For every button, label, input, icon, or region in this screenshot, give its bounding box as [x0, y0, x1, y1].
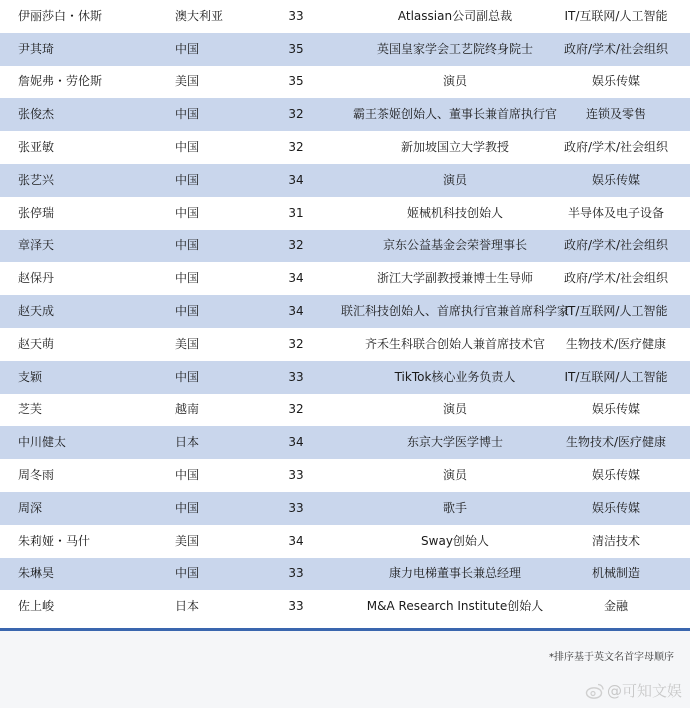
age-cell: 33: [288, 500, 304, 515]
sector-cell: 政府/学术/社会组织: [563, 271, 669, 286]
table-row: [0, 394, 690, 427]
age-cell: 34: [288, 172, 304, 187]
title-cell: 姬械机科技创始人: [406, 205, 503, 220]
sector-cell: 娱乐传媒: [591, 402, 640, 417]
table-row: [0, 66, 690, 99]
age-cell: 33: [288, 468, 304, 483]
table-row: [0, 33, 690, 66]
title-cell: 京东公益基金会荣誉理事长: [382, 238, 527, 253]
country-cell: 中国: [175, 500, 200, 515]
country-cell: 美国: [175, 533, 200, 548]
age-cell: 33: [288, 599, 304, 614]
name-cell: 芝芙: [18, 402, 43, 417]
table-row: [0, 558, 690, 591]
age-cell: 34: [288, 304, 304, 319]
country-cell: 中国: [175, 566, 200, 581]
country-cell: 美国: [175, 74, 200, 89]
title-cell: 演员: [442, 468, 467, 483]
sector-cell: 政府/学术/社会组织: [563, 41, 669, 56]
table-row: [0, 0, 690, 33]
weibo-logo-icon: [585, 681, 605, 701]
name-cell: 尹其琦: [18, 41, 55, 56]
sector-cell: IT/互联网/人工智能: [564, 369, 668, 384]
title-cell: Atlassian公司副总裁: [397, 8, 513, 23]
country-cell: 中国: [175, 172, 200, 187]
table-row: [0, 361, 690, 394]
country-cell: 中国: [175, 468, 200, 483]
title-cell: 联汇科技创始人、首席执行官兼首席科学家: [340, 304, 569, 319]
country-cell: 澳大利亚: [175, 8, 224, 23]
name-cell: 张亚敏: [18, 140, 55, 155]
age-cell: 32: [288, 336, 304, 351]
table-row: [0, 590, 690, 623]
age-cell: 33: [288, 369, 304, 384]
title-cell: 浙江大学副教授兼博士生导师: [376, 271, 533, 286]
title-cell: 演员: [442, 74, 467, 89]
weibo-watermark: [585, 680, 682, 701]
sector-cell: 生物技术/医疗健康: [565, 435, 667, 450]
table-row: [0, 426, 690, 459]
name-cell: 周深: [18, 500, 43, 515]
sector-cell: 娱乐传媒: [591, 468, 640, 483]
table-row: [0, 525, 690, 558]
table-row: [0, 459, 690, 492]
sector-cell: 生物技术/医疗健康: [565, 336, 667, 351]
name-cell: 朱琳昊: [18, 566, 55, 581]
country-cell: 中国: [175, 369, 200, 384]
table-row: [0, 164, 690, 197]
name-cell: 赵保丹: [18, 271, 55, 286]
sector-cell: 金融: [603, 599, 628, 614]
age-cell: 32: [288, 140, 304, 155]
sector-cell: 娱乐传媒: [591, 74, 640, 89]
table-row: [0, 295, 690, 328]
title-cell: 新加坡国立大学教授: [400, 140, 509, 155]
name-cell: 张俊杰: [18, 107, 55, 122]
name-cell: 周冬雨: [18, 468, 55, 483]
age-cell: 34: [288, 435, 304, 450]
title-cell: 演员: [442, 172, 467, 187]
name-cell: 朱莉娅・马什: [18, 533, 91, 548]
table-row: [0, 492, 690, 525]
table-row: [0, 98, 690, 131]
sector-cell: 娱乐传媒: [591, 500, 640, 515]
sector-cell: IT/互联网/人工智能: [564, 304, 668, 319]
age-cell: 32: [288, 402, 304, 417]
name-cell: 支颖: [18, 369, 43, 384]
country-cell: 越南: [175, 402, 200, 417]
title-cell: 歌手: [442, 500, 467, 515]
country-cell: 中国: [175, 304, 200, 319]
table-row: [0, 131, 690, 164]
country-cell: 中国: [175, 238, 200, 253]
country-cell: 中国: [175, 205, 200, 220]
sector-cell: 连锁及零售: [585, 107, 646, 122]
sector-cell: 半导体及电子设备: [567, 205, 664, 220]
country-cell: 日本: [175, 599, 200, 614]
age-cell: 31: [288, 205, 304, 220]
title-cell: 东京大学医学博士: [406, 435, 503, 450]
sort-footnote: *排序基于英文名首字母顺序: [549, 652, 674, 663]
table-row: [0, 328, 690, 361]
age-cell: 35: [288, 74, 304, 89]
age-cell: 34: [288, 533, 304, 548]
title-cell: Sway创始人: [421, 533, 489, 548]
country-cell: 日本: [175, 435, 200, 450]
title-cell: 霸王茶姬创始人、董事长兼首席执行官: [352, 107, 557, 122]
title-cell: M&A Research Institute创始人: [366, 599, 544, 614]
title-cell: 演员: [442, 402, 467, 417]
name-cell: 伊丽莎白・休斯: [18, 8, 103, 23]
sector-cell: 娱乐传媒: [591, 172, 640, 187]
sector-cell: 政府/学术/社会组织: [563, 238, 669, 253]
country-cell: 中国: [175, 271, 200, 286]
age-cell: 34: [288, 271, 304, 286]
name-cell: 赵天萌: [18, 336, 55, 351]
name-cell: 张停瑞: [18, 205, 55, 220]
title-cell: 英国皇家学会工艺院终身院士: [376, 41, 533, 56]
name-cell: 詹妮弗・劳伦斯: [18, 74, 103, 89]
title-cell: 齐禾生科联合创始人兼首席技术官: [364, 336, 545, 351]
name-cell: 张艺兴: [18, 172, 55, 187]
table-row: [0, 230, 690, 263]
age-cell: 35: [288, 41, 304, 56]
watermark-text: @可知文娱: [606, 682, 682, 700]
sector-cell: IT/互联网/人工智能: [564, 8, 668, 23]
name-cell: 章泽天: [18, 238, 55, 253]
title-cell: 康力电梯董事长兼总经理: [388, 566, 521, 581]
age-cell: 33: [288, 566, 304, 581]
sector-cell: 清洁技术: [591, 533, 640, 548]
country-cell: 中国: [175, 140, 200, 155]
name-cell: 佐上峻: [18, 599, 55, 614]
age-cell: 32: [288, 238, 304, 253]
country-cell: 中国: [175, 107, 200, 122]
sector-cell: 政府/学术/社会组织: [563, 140, 669, 155]
name-cell: 赵天成: [18, 304, 55, 319]
sector-cell: 机械制造: [591, 566, 640, 581]
table-row: [0, 197, 690, 230]
age-cell: 32: [288, 107, 304, 122]
title-cell: TikTok核心业务负责人: [394, 369, 516, 384]
country-cell: 美国: [175, 336, 200, 351]
name-cell: 中川健太: [18, 435, 67, 450]
country-cell: 中国: [175, 41, 200, 56]
table-row: [0, 262, 690, 295]
age-cell: 33: [288, 8, 304, 23]
